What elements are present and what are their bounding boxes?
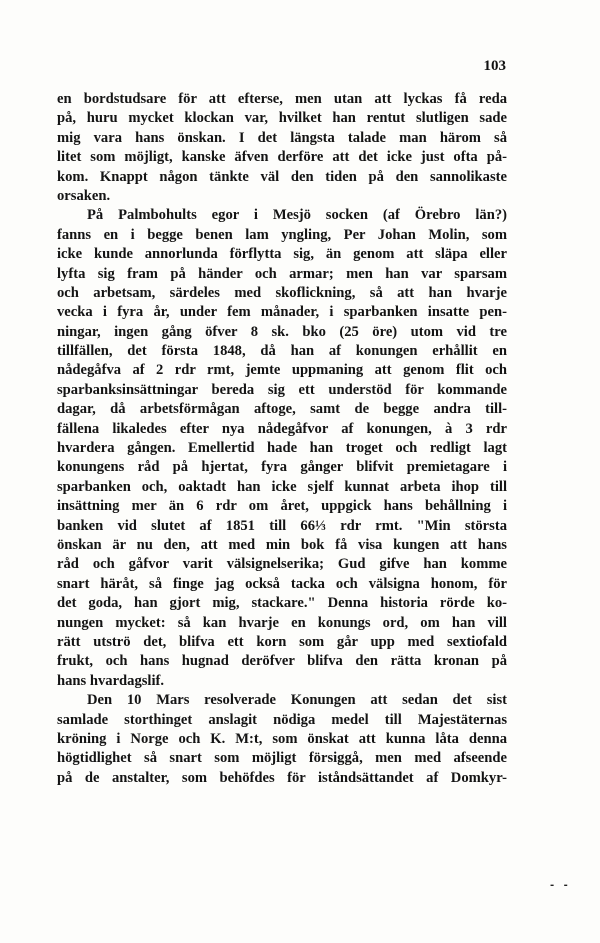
text-line: på de anstalter, som behöfdes för iståndsättandet af Domkyr- <box>57 769 507 786</box>
text-line: önskan är nu den, att med min bok få visa kungen att hans <box>57 536 507 553</box>
text-line: hvardera gången. Emellertid hade han troget och redligt lagt <box>57 440 507 457</box>
text-line: en bordstudsare för att efterse, men utan att lyckas få reda <box>57 91 507 107</box>
text-line: det goda, han gjort mig, stackare." Denna historia rörde ko- <box>57 595 507 612</box>
text-line: mig vara hans önskan. I det längsta talade man härom så <box>57 129 507 146</box>
text-line: ningar, ingen gång öfver 8 sk. bko (25 öre) utom vid tre <box>57 323 507 340</box>
text-line: och arbetsam, särdeles med skoflickning, så att han hvarje <box>57 284 507 301</box>
text-line: orsaken. <box>57 187 111 204</box>
body-text <box>57 90 507 788</box>
text-line: fanns en i begge benen lam yngling, Per Johan Molin, som <box>57 226 507 243</box>
text-line: på, huru mycket klockan var, hvilket han rentut slutligen sade <box>57 110 507 127</box>
text-line: dagar, då arbetsförmågan aftoge, samt de begge andra till- <box>57 401 507 418</box>
text-line: banken vid slutet af 1851 till 66⅓ rdr rmt. "Min största <box>57 517 507 534</box>
text-line: samlade storthinget anslagit nödiga medel till Majestäternas <box>57 711 507 728</box>
text-line: icke kunde annorlunda förflytta sig, än genom att släpa eller <box>57 246 507 263</box>
text-line: högtidlighet så snart som möjligt försiggå, men med afseende <box>57 750 507 767</box>
text-line: rätt utströ det, blifva ett korn som går upp med sextiofald <box>57 633 507 650</box>
text-line: konungens råd på hjertat, fyra gånger blifvit premietagare i <box>57 459 507 476</box>
text-line: På Palmbohults egor i Mesjö socken (af Örebro län?) <box>87 207 507 224</box>
text-line: fällena likaledes efter nya nådegåfvor af konungen, à 3 rdr <box>57 420 507 437</box>
text-line-emphasis: kröning i Norge och K. M:t, som önskat att kunna låta denna <box>57 730 507 747</box>
text-line: hans hvardagslif. <box>57 672 165 689</box>
text-line: vecka i fyra år, under fem månader, i sparbanken insatte pen- <box>57 304 507 321</box>
text-line: sparbanksinsättningar bereda sig ett understöd för kommande <box>57 381 507 398</box>
text-line: frukt, och hans hugnad deröfver blifva den rätta kronan på <box>57 653 507 670</box>
footer-mark: - - <box>550 880 571 891</box>
text-line: sparbanken och, oaktadt han icke sjelf kunnat arbeta ihop till <box>57 478 507 495</box>
page-number: 103 <box>483 58 506 74</box>
text-line: lyfta sig fram på händer och armar; men han var sparsam <box>57 265 507 282</box>
text-line: kom. Knappt någon tänkte väl den tiden på den sannolikaste <box>57 168 507 185</box>
text-line: snart häråt, så finge jag också tacka och välsigna honom, för <box>57 575 507 592</box>
text-line: råd och gåfvor varit välsignelserika; Gud gifve han komme <box>57 556 507 573</box>
text-line: litet som möjligt, kanske äfven derföre att det icke just ofta på- <box>57 149 507 166</box>
text-line: nungen mycket: så kan hvarje en konungs ord, om han vill <box>57 614 507 631</box>
text-line: nådegåfva af 2 rdr rmt, jemte uppmaning att genom flit och <box>57 362 507 379</box>
text-line: insättning mer än 6 rdr om året, uppgick hans behållning i <box>57 498 507 515</box>
text-line: Den 10 Mars resolverade Konungen att sedan det sist <box>87 692 507 709</box>
text-line: tillfällen, det första 1848, då han af konungen erhållit en <box>57 343 507 360</box>
